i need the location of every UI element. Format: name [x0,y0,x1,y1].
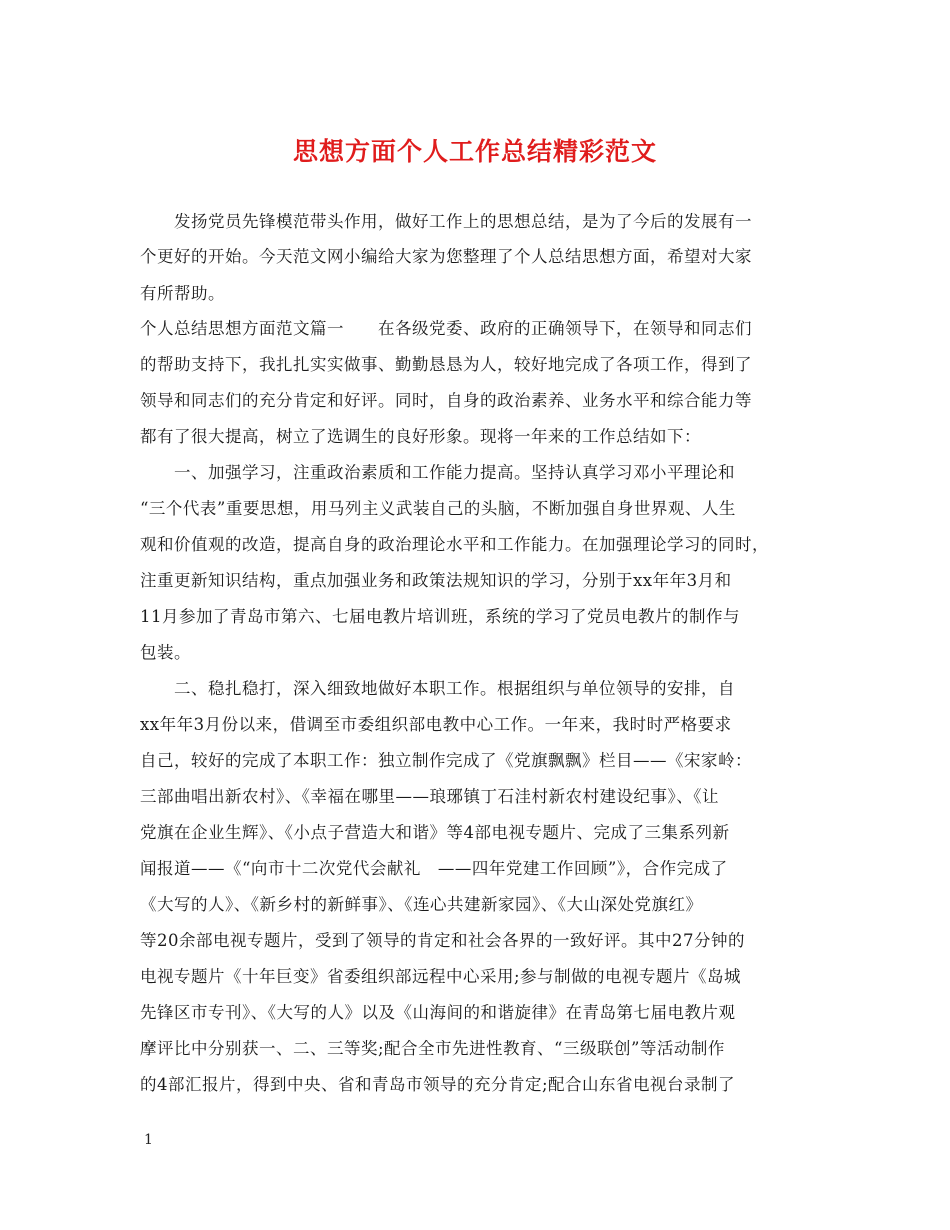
text-line: 11月参加了青岛市第六、七届电教片培训班，系统的学习了党员电教片的制作与 [140,607,740,626]
text-line: 摩评比中分别获一、二、三等奖;配合全市先进性教育、“三级联创”等活动制作 [140,1039,725,1058]
text-line: 党旗在企业生辉》、《小点子营造大和谐》等4部电视专题片、完成了三集系列新 [140,823,730,842]
text-line: 自己，较好的完成了本职工作：独立制作完成了《党旗飘飘》栏目——《宋家岭： [140,751,752,770]
text-line: xx年年3月份以来，借调至市委组织部电教中心工作。一年来，我时时严格要求 [140,715,732,734]
text-line: 二、稳扎稳打，深入细致地做好本职工作。根据组织与单位领导的安排，自 [174,679,735,698]
text-line: “三个代表”重要思想，用马列主义武装自己的头脑，不断加强自身世界观、人生 [140,499,736,518]
text-line: 《大写的人》、《新乡村的新鲜事》、《连心共建新家园》、《大山深处党旗红》 [140,895,703,914]
text-line: 的帮助支持下，我扎扎实实做事、勤勤恳恳为人，较好地完成了各项工作，得到了 [140,355,752,374]
page-number: 1 [144,1132,153,1148]
text-line: 先锋区市专刊》、《大写的人》以及《山海间的和谐旋律》在青岛第七届电教片观 [140,1003,736,1022]
text-line: 个人总结思想方面范文篇一 在各级党委、政府的正确领导下，在领导和同志们 [140,319,752,338]
text-line: 有所帮助。 [140,284,225,303]
text-line: 闻报道——《“向市十二次党代会献礼 ——四年党建工作回顾”》，合作完成了 [140,859,728,878]
text-line: 领导和同志们的充分肯定和好评。同时，自身的政治素养、业务水平和综合能力等 [140,391,752,410]
text-line: 都有了很大提高，树立了选调生的良好形象。现将一年来的工作总结如下： [140,427,701,446]
text-line: 三部曲唱出新农村》、《幸福在哪里——琅琊镇丁石洼村新农村建设纪事》、《让 [140,787,719,806]
text-line: 注重更新知识结构，重点加强业务和政策法规知识的学习，分别于xx年年3月和 [140,571,732,590]
text-line: 的4部汇报片，得到中央、省和青岛市领导的充分肯定;配合山东省电视台录制了 [140,1075,736,1094]
text-line: 个更好的开始。今天范文网小编给大家为您整理了个人总结思想方面，希望对大家 [140,247,752,266]
text-line: 包装。 [140,643,191,662]
text-line: 电视专题片《十年巨变》省委组织部远程中心采用;参与制做的电视专题片《岛城 [140,967,742,986]
text-line: 发扬党员先锋模范带头作用，做好工作上的思想总结，是为了今后的发展有一 [174,212,752,231]
text-line: 一、加强学习，注重政治素质和工作能力提高。坚持认真学习邓小平理论和 [174,463,735,482]
text-line: 观和价值观的改造，提高自身的政治理论水平和工作能力。在加强理论学习的同时， [140,535,769,554]
document-title: 思想方面个人工作总结精彩范文 [292,137,657,166]
text-line: 等20余部电视专题片，受到了领导的肯定和社会各界的一致好评。其中27分钟的 [140,931,745,950]
